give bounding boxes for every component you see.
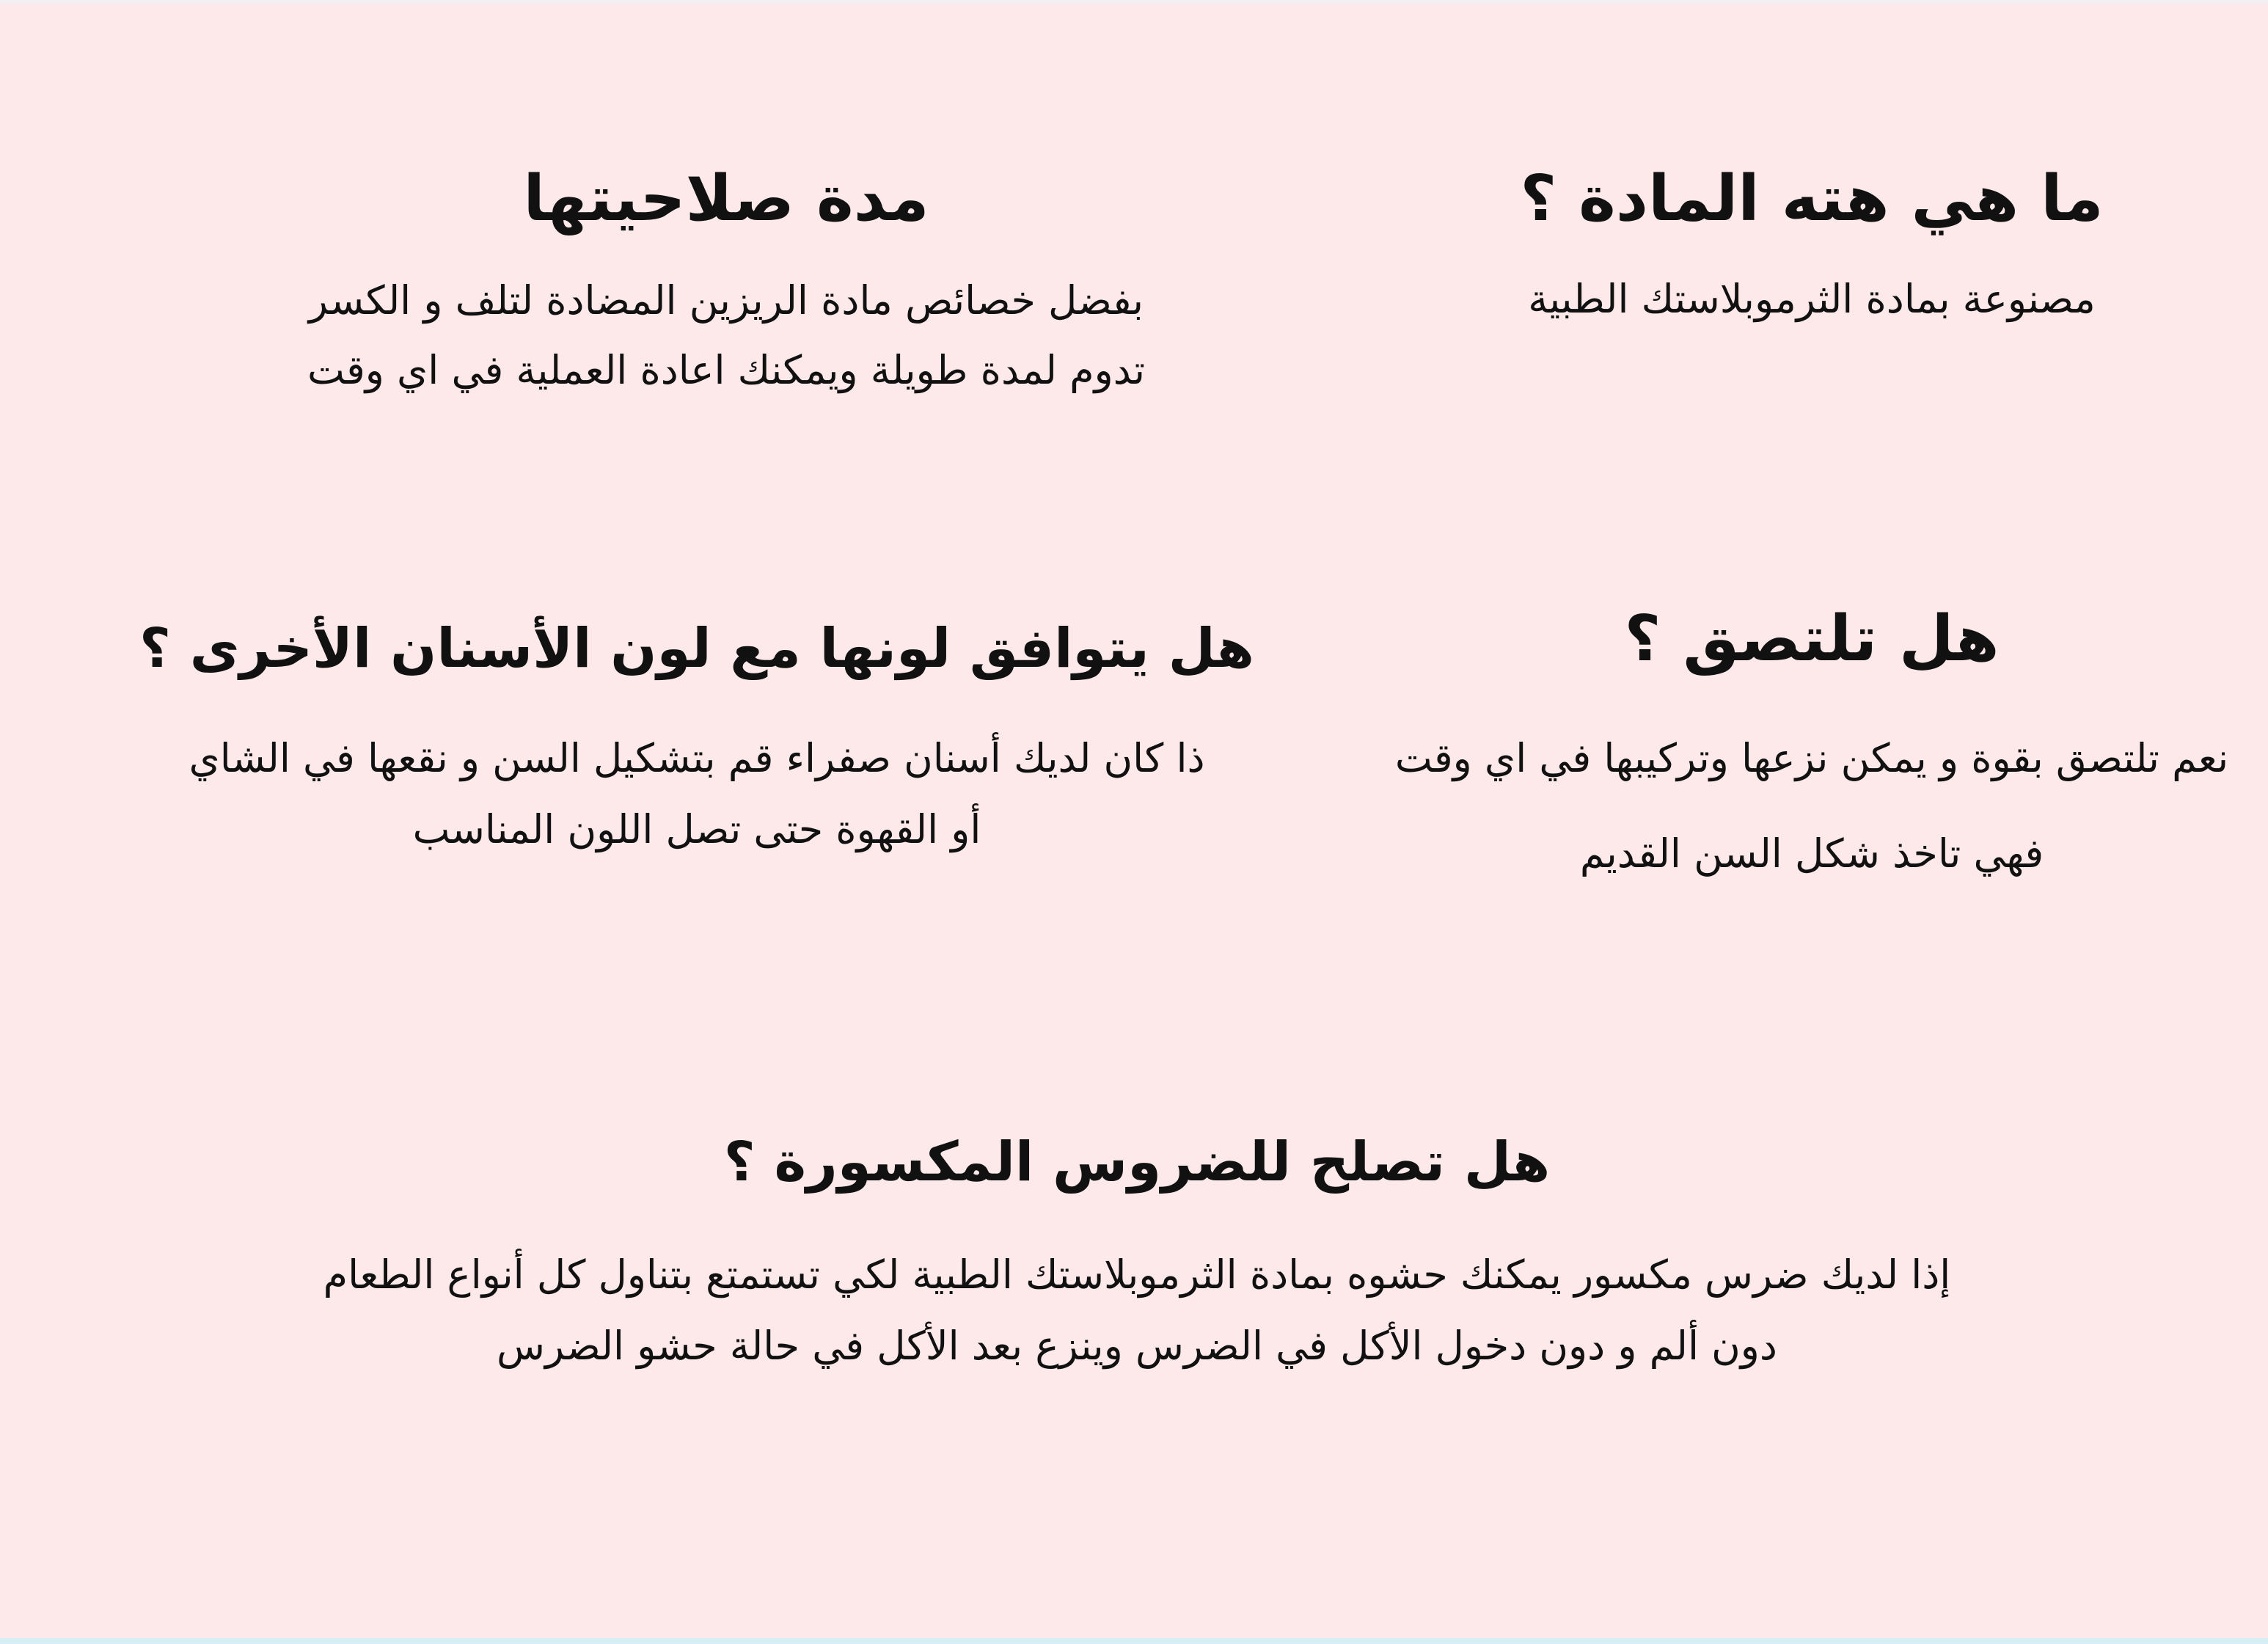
section-title: مدة صلاحيتها xyxy=(523,162,929,235)
section-title: هل تصلح للضروس المكسورة ؟ xyxy=(723,1130,1551,1194)
body-line: مصنوعة بمادة الثرموبلاستك الطبية xyxy=(1528,276,2096,323)
section-body xyxy=(220,1239,2054,1381)
top-edge-strip xyxy=(0,0,2268,4)
body-line: ذا كان لديك أسنان صفراء قم بتشكيل السن و نقعها في الشاي xyxy=(189,734,1205,781)
section-what-is-material xyxy=(1438,161,2186,335)
bottom-edge-strip xyxy=(0,1638,2268,1644)
section-title: هل تلتصق ؟ xyxy=(1624,602,2000,676)
section-body xyxy=(220,266,1232,405)
section-color-match xyxy=(110,616,1284,865)
body-line: نعم تلتصق بقوة و يمكن نزعها وتركيبها في اي وقت xyxy=(1394,735,2229,782)
section-title: هل يتوافق لونها مع لون الأسنان الأخرى ؟ xyxy=(139,617,1254,680)
body-line: تدوم لمدة طويلة ويمكنك اعادة العملية في اي وقت xyxy=(307,346,1146,393)
section-body xyxy=(1364,711,2259,901)
body-line: دون ألم و دون دخول الأكل في الضرس وينزع بعد الأكل في حالة حشو الضرس xyxy=(497,1322,1777,1369)
section-body xyxy=(1438,263,2186,335)
body-line: إذا لديك ضرس مكسور يمكنك حشوه بمادة الثرموبلاستك الطبية لكي تستمتع بتناول كل أنواع الطعام xyxy=(323,1251,1951,1298)
section-validity xyxy=(220,161,1232,405)
section-body xyxy=(110,723,1284,865)
section-does-it-stick xyxy=(1364,602,2259,901)
section-broken-molars xyxy=(220,1130,2054,1381)
body-line: أو القهوة حتى تصل اللون المناسب xyxy=(412,805,981,852)
section-title: ما هي هته المادة ؟ xyxy=(1520,162,2104,235)
body-line: بفضل خصائص مادة الريزين المضادة لتلف و الكسر xyxy=(308,277,1144,324)
body-line: فهي تاخذ شكل السن القديم xyxy=(1579,830,2044,877)
